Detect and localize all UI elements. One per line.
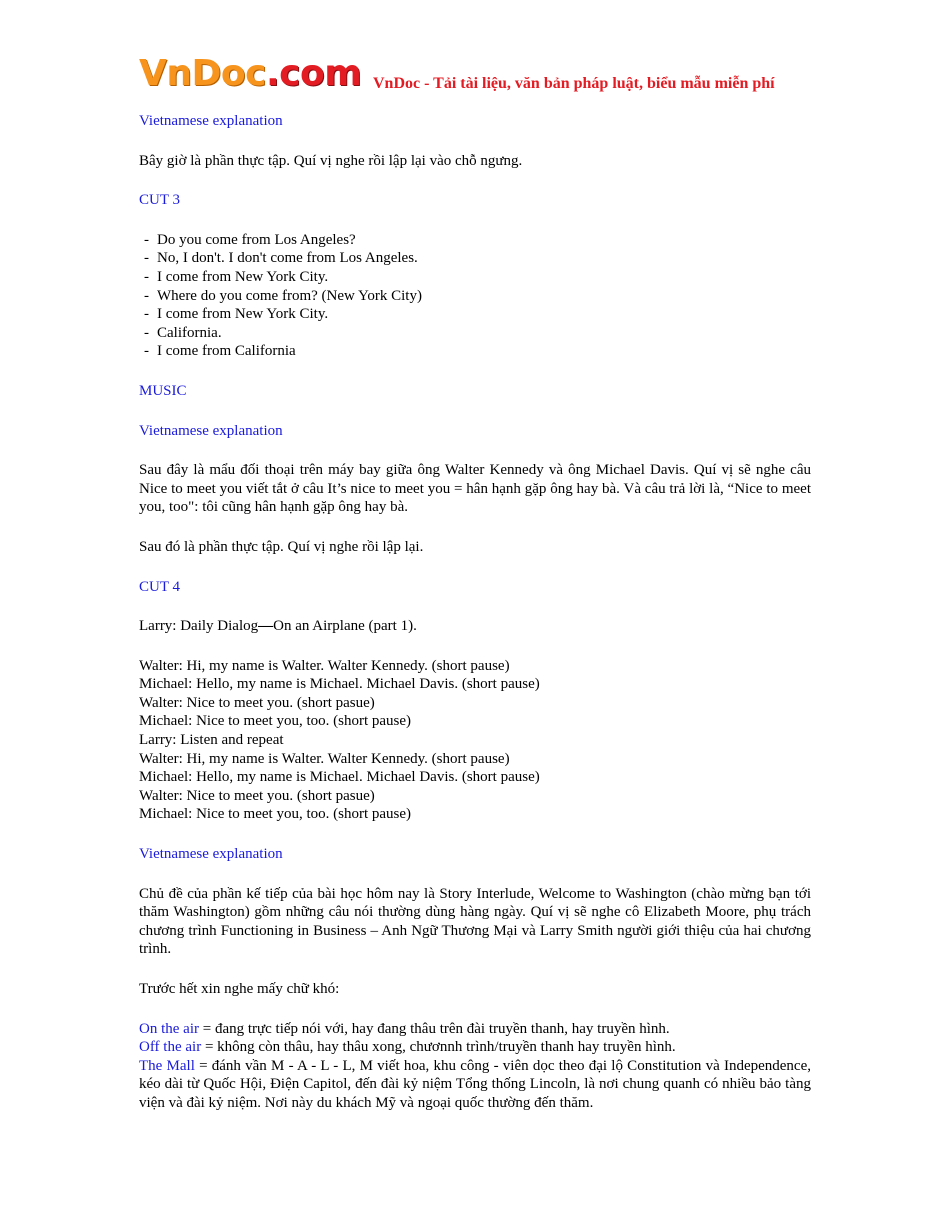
dialog-line: Michael: Nice to meet you, too. (short pause) [139,806,412,823]
em-dash: — [258,618,274,635]
dialog-line: Walter: Nice to meet you. (short pasue) [139,694,375,711]
logo-com-text: com [279,53,362,94]
cut3-heading: CUT 3 [139,192,180,209]
document-body [139,112,811,1113]
paragraph: Sau đó là phần thực tập. Quí vị nghe rồi lập lại. [139,538,424,555]
dialog-line: Larry: Listen and repeat [139,732,284,749]
list-item: - No, I don't. I don't come from Los Angeles. [139,249,811,268]
dialog-line: Walter: Hi, my name is Walter. Walter Kennedy. (short pause) [139,750,510,767]
vocab-item [139,1057,811,1113]
paragraph: Sau đây là mẩu đối thoại trên máy bay giữa ông Walter Kennedy và ông Michael Davis. Quí vị sẽ nghe câu Nice to meet you viết tắt ở câu It’s nice to meet you = hân hạnh gặp ông hay bà. Và câu trả lời là, “Nice to meet you, too": tôi cũng hân hạnh gặp ông hay bà. [139,462,811,516]
dialog-intro [139,617,811,636]
section-heading: Vietnamese explanation [139,422,283,439]
dialog-line: Michael: Hello, my name is Michael. Michael Davis. (short pause) [139,676,540,693]
paragraph: Trước hết xin nghe mấy chữ khó: [139,981,340,997]
list-item: - California. [139,324,811,343]
list-item: - Do you come from Los Angeles? [139,231,811,250]
dialog-lines [139,657,811,824]
dialog-intro-text: Larry: Daily Dialog [139,618,259,635]
paragraph: Chủ đề của phần kế tiếp của bài học hôm nay là Story Interlude, Welcome to Washington (chào mừng bạn tới thăm Washington) gồm những câu nói thường dùng hàng ngày. Quí vị sẽ nghe cô Elizabeth Moore, phụ trách chương trình Functioning in Business – Anh Ngữ Thương Mại và Larry Smith người giới thiệu của hai chương trình. [139,885,811,958]
section-heading: Vietnamese explanation [139,113,283,129]
paragraph: Bây giờ là phần thực tập. Quí vị nghe rồi lập lại vào chỗ ngưng. [139,152,523,169]
logo-dot-text: . [265,53,280,94]
list-item: - I come from California [139,342,811,361]
cut4-heading: CUT 4 [139,578,180,595]
vocab-term: On the air [139,1020,199,1037]
list-item: - I come from New York City. [139,305,811,324]
vocab-item [139,1020,811,1039]
dialog-line: Walter: Hi, my name is Walter. Walter Kennedy. (short pause) [139,657,510,674]
vndoc-logo[interactable] [139,52,361,96]
list-item: - Where do you come from? (New York City) [139,287,811,306]
dialog-line: Michael: Hello, my name is Michael. Michael Davis. (short pause) [139,769,540,786]
music-heading: MUSIC [139,382,187,399]
cut3-list [139,231,811,361]
section-heading: Vietnamese explanation [139,846,283,863]
list-item: - I come from New York City. [139,268,811,287]
page-header [139,52,819,100]
dialog-line: Michael: Nice to meet you, too. (short pause) [139,713,412,730]
header-tagline: VnDoc - Tải tài liệu, văn bản pháp luật, biểu mẫu miễn phí [373,75,775,92]
vocab-definition: = không còn thâu, hay thâu xong, chươnnh trình/truyền thanh hay truyền hình. [201,1039,676,1056]
dialog-line: Walter: Nice to meet you. (short pasue) [139,787,375,804]
vocab-term: Off the air [139,1039,202,1056]
vocab-definition: = đang trực tiếp nói với, hay đang thâu trên đài truyền thanh, hay truyền hình. [198,1020,670,1037]
dialog-intro-subtitle: On an Airplane (part 1). [273,618,417,635]
vocab-definition: = đánh vần M - A - L - L, M viết hoa, khu công - viên dọc theo đại lộ Constitution và Independence, kéo dài từ Quốc Hội, Điện Capitol, đến đài kỷ niệm Tổng thống Lincoln, là nơi chung quanh có nhiều bảo tàng viện và đài kỷ niệm. Nơi này du khách Mỹ và ngoại quốc thường đến thăm. [139,1057,811,1111]
logo-vn-text: VnDoc [139,53,266,94]
vocab-item [139,1038,811,1057]
vocabulary-list [139,1020,811,1113]
vocab-term: The Mall [139,1057,195,1074]
